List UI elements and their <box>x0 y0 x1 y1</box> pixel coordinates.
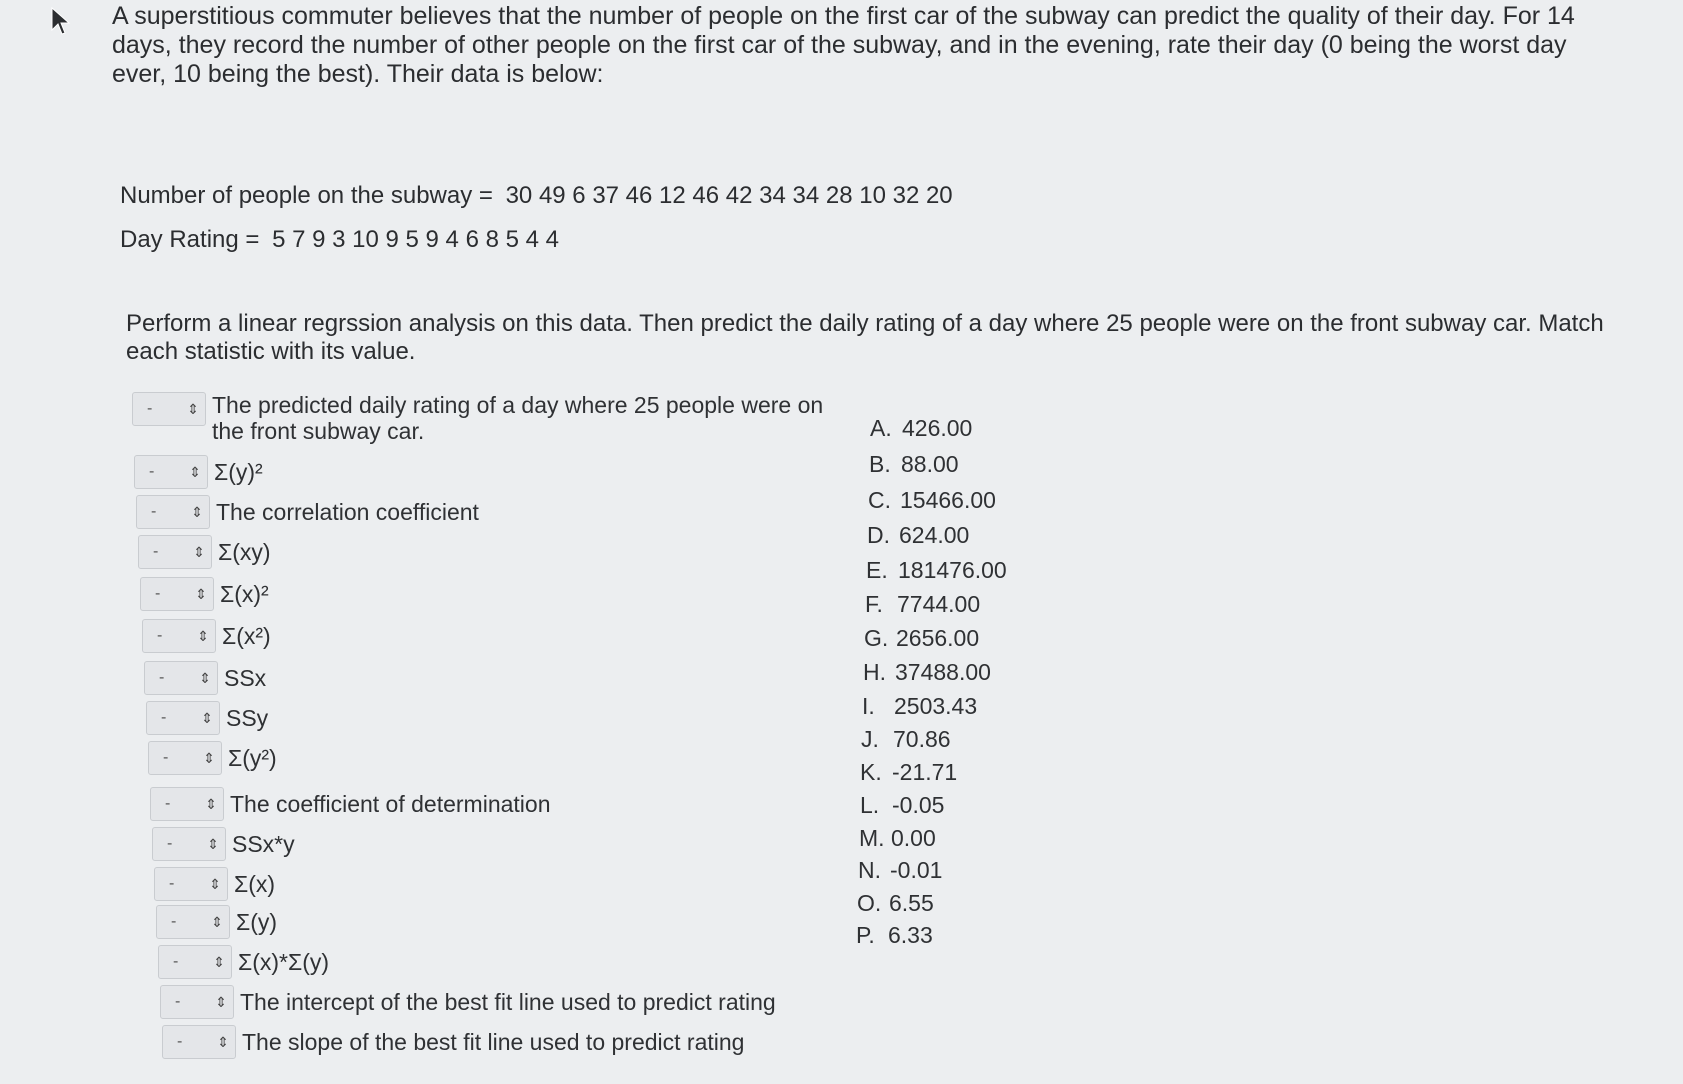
sort-arrows-icon: ⇕ <box>215 994 227 1010</box>
answer-select[interactable]: - ⇕ <box>132 392 206 426</box>
statement-label: SSx*y <box>232 830 295 857</box>
option-item: M. 0.00 <box>859 825 936 851</box>
answer-select[interactable]: - ⇕ <box>134 455 208 489</box>
statement-label: Σ(x)*Σ(y) <box>238 948 330 975</box>
option-item: A. 426.00 <box>870 415 973 441</box>
match-row <box>156 902 277 942</box>
statement-label: Σ(x)² <box>220 580 269 607</box>
match-row <box>150 784 550 824</box>
option-item: E. 181476.00 <box>866 557 1007 583</box>
people-label: Number of people on the subway = <box>120 182 493 209</box>
match-row <box>162 1022 744 1062</box>
answer-select[interactable]: - ⇕ <box>150 787 224 821</box>
statement-label: The coefficient of determination <box>230 790 551 817</box>
match-row <box>138 532 271 572</box>
instructions: Perform a linear regrssion analysis on this data. Then predict the daily rating of a day where 25 people were on the front subway car. Match each statistic with its value. <box>126 310 1604 365</box>
answer-select[interactable]: - ⇕ <box>156 905 230 939</box>
match-row <box>154 864 275 904</box>
sort-arrows-icon: ⇕ <box>201 710 213 726</box>
match-row <box>136 492 479 532</box>
statement-label: Σ(x) <box>234 870 276 897</box>
statement-label: SSx <box>224 664 267 691</box>
statement-label: The intercept of the best fit line used to predict rating <box>240 988 776 1015</box>
option-item: N. -0.01 <box>858 857 943 883</box>
option-item: O. 6.55 <box>857 890 934 916</box>
statement-label: Σ(y)² <box>214 458 263 485</box>
option-item: I. 2503.43 <box>862 693 978 719</box>
people-values: 30 49 6 37 46 12 46 42 34 34 28 10 32 20 <box>505 182 953 209</box>
sort-arrows-icon: ⇕ <box>207 836 219 852</box>
sort-arrows-icon: ⇕ <box>187 401 199 417</box>
sort-arrows-icon: ⇕ <box>199 670 211 686</box>
option-item: C. 15466.00 <box>868 487 996 513</box>
sort-arrows-icon: ⇕ <box>211 914 223 930</box>
match-row <box>160 982 776 1022</box>
match-row <box>132 392 852 448</box>
statement-label: SSy <box>226 704 269 731</box>
sort-arrows-icon: ⇕ <box>203 750 215 766</box>
sort-arrows-icon: ⇕ <box>195 586 207 602</box>
option-item: D. 624.00 <box>867 522 970 548</box>
match-row <box>158 942 329 982</box>
sort-arrows-icon: ⇕ <box>209 876 221 892</box>
statement-label: Σ(x²) <box>222 622 271 649</box>
match-row <box>144 658 266 698</box>
answer-select[interactable]: - ⇕ <box>140 577 214 611</box>
statement-label: Σ(y) <box>236 908 278 935</box>
answer-select[interactable]: - ⇕ <box>152 827 226 861</box>
match-row <box>140 574 269 614</box>
match-row <box>142 616 271 656</box>
answer-select[interactable]: - ⇕ <box>162 1025 236 1059</box>
match-row <box>148 738 277 778</box>
answer-select[interactable]: - ⇕ <box>154 867 228 901</box>
statement-label: Σ(xy) <box>218 538 271 565</box>
statement-label: Σ(y²) <box>228 744 277 771</box>
question-intro: A superstitious commuter believes that the number of people on the first car of the subway can predict the quality of their day. For 14 days, they record the number of other people on the first car of the subway, and in the evening, rate their day (0 being the worst day ever, 10 being the best). Their data is below: <box>112 2 1575 88</box>
statement-label: The predicted daily rating of a day where 25 people were on the front subway car. <box>212 392 824 444</box>
answer-select[interactable]: - ⇕ <box>148 741 222 775</box>
option-item: B. 88.00 <box>869 451 959 477</box>
rating-data-line <box>120 226 559 254</box>
answer-select[interactable]: - ⇕ <box>160 985 234 1019</box>
answer-select[interactable]: - ⇕ <box>136 495 210 529</box>
rating-label: Day Rating = <box>120 226 260 253</box>
rating-values: 5 7 9 3 10 9 5 9 4 6 8 5 4 4 <box>272 226 559 253</box>
match-row <box>146 698 268 738</box>
option-item: J. 70.86 <box>861 726 951 752</box>
mouse-cursor-icon <box>50 6 72 36</box>
option-item: H. 37488.00 <box>863 659 991 685</box>
option-item: F. 7744.00 <box>865 591 981 617</box>
statement-label: The slope of the best fit line used to predict rating <box>242 1028 745 1055</box>
match-row <box>134 452 263 492</box>
sort-arrows-icon: ⇕ <box>193 544 205 560</box>
sort-arrows-icon: ⇕ <box>191 504 203 520</box>
option-item: G. 2656.00 <box>864 625 980 651</box>
option-item: P. 6.33 <box>856 922 933 948</box>
answer-select[interactable]: - ⇕ <box>142 619 216 653</box>
option-item: L. -0.05 <box>860 792 945 818</box>
sort-arrows-icon: ⇕ <box>205 796 217 812</box>
sort-arrows-icon: ⇕ <box>189 464 201 480</box>
option-item: K. -21.71 <box>860 759 958 785</box>
statement-label: The correlation coefficient <box>216 498 479 525</box>
sort-arrows-icon: ⇕ <box>217 1034 229 1050</box>
people-data-line <box>120 182 953 210</box>
answer-select[interactable]: - ⇕ <box>144 661 218 695</box>
answer-select[interactable]: - ⇕ <box>146 701 220 735</box>
sort-arrows-icon: ⇕ <box>213 954 225 970</box>
sort-arrows-icon: ⇕ <box>197 628 209 644</box>
answer-select[interactable]: - ⇕ <box>138 535 212 569</box>
match-row <box>152 824 295 864</box>
answer-select[interactable]: - ⇕ <box>158 945 232 979</box>
